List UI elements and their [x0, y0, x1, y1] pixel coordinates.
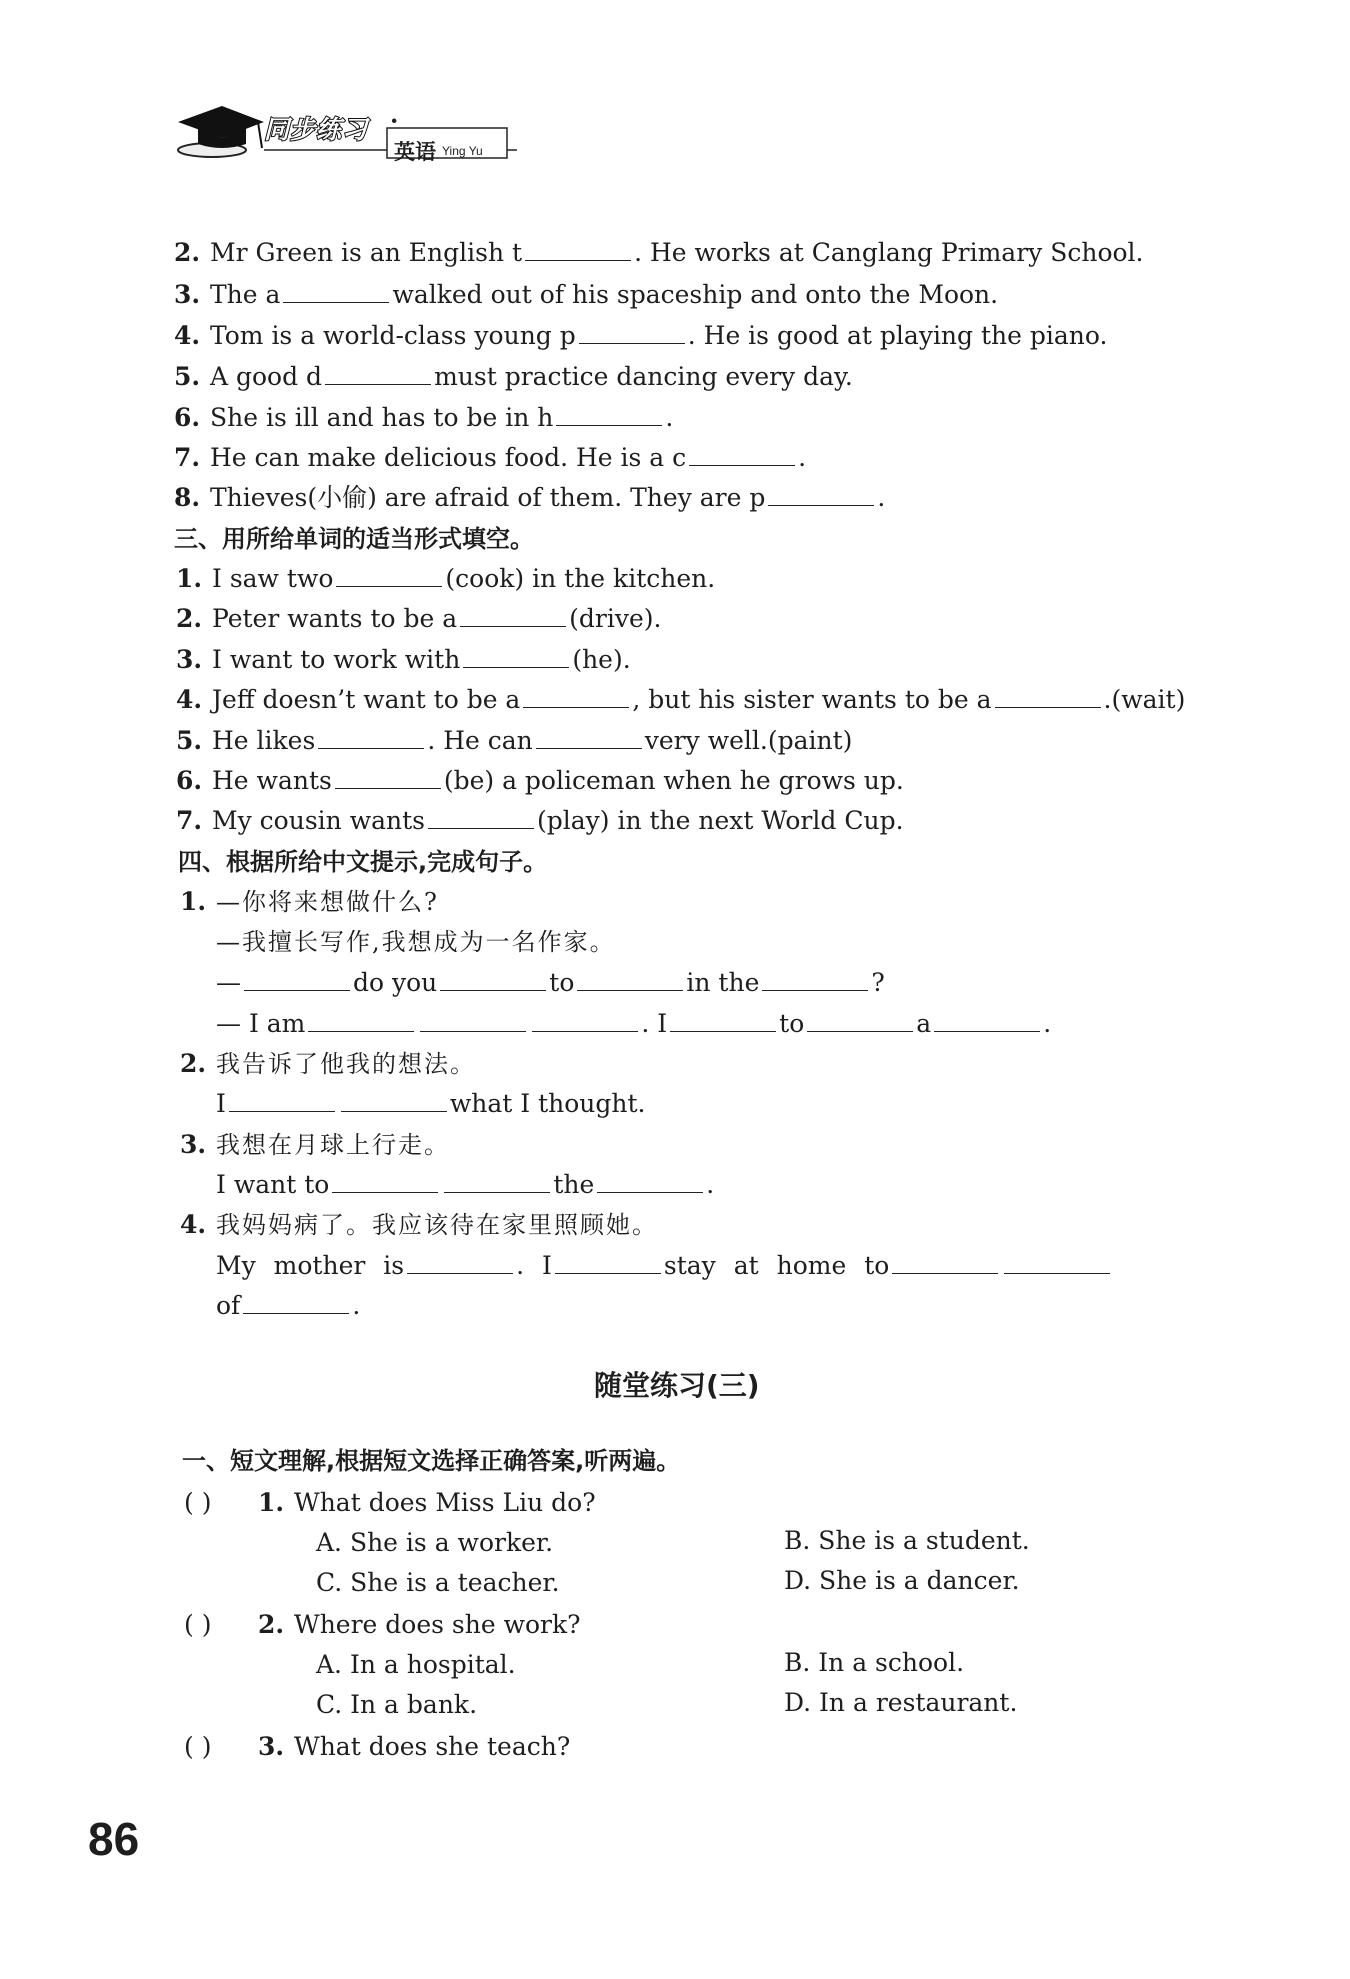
item-text: the — [553, 1170, 595, 1199]
item-text: I want to — [216, 1170, 330, 1199]
list-item — [174, 401, 673, 435]
section-heading: 四、根据所给中文提示,完成句子。 — [178, 848, 548, 876]
item-text: — I am — [216, 1009, 306, 1038]
item-number: 2. — [174, 238, 201, 267]
item-number: 3. — [176, 645, 203, 674]
answer-blank[interactable] — [460, 604, 566, 627]
option[interactable]: C. She is a teacher. — [316, 1568, 560, 1597]
series-title: 同步练习 — [264, 115, 369, 144]
list-item — [180, 1208, 658, 1242]
item-text: in the — [686, 968, 760, 997]
item-number: 8. — [174, 483, 201, 512]
answer-blank[interactable] — [229, 1089, 335, 1112]
item-text: of — [216, 1291, 241, 1320]
item-text: a — [916, 1009, 932, 1038]
item-number: 7. — [176, 806, 203, 835]
item-number: 7. — [174, 443, 201, 472]
answer-blank[interactable] — [577, 968, 683, 991]
list-item — [176, 724, 852, 758]
answer-blank[interactable] — [407, 1251, 513, 1274]
item-text: to — [779, 1009, 805, 1038]
item-text: . He is good at playing the piano. — [687, 321, 1108, 350]
answer-blank[interactable] — [995, 685, 1101, 708]
list-item — [180, 885, 439, 919]
item-text: He can make delicious food. He is a c — [210, 443, 687, 472]
item-number: 1. — [180, 887, 207, 916]
item-text: (cook) in the kitchen. — [445, 564, 716, 593]
item-number: 6. — [176, 766, 203, 795]
list-item — [216, 1007, 1051, 1041]
list-item — [174, 481, 885, 515]
item-number: 5. — [174, 362, 201, 391]
answer-blank[interactable] — [336, 564, 442, 587]
item-text: I want to work with — [212, 645, 461, 674]
answer-blank[interactable] — [556, 403, 662, 426]
item-text: I — [216, 1089, 226, 1118]
item-number: 3. — [174, 280, 201, 309]
item-text: He likes — [212, 726, 316, 755]
item-text: (be) a policeman when he grows up. — [443, 766, 904, 795]
answer-blank[interactable] — [332, 1170, 438, 1193]
item-text: . — [706, 1170, 715, 1199]
chinese-prompt: —我擅长写作,我想成为一名作家。 — [216, 928, 616, 956]
answer-blank[interactable] — [440, 968, 546, 991]
section-title: 随堂练习(三) — [594, 1369, 760, 1402]
answer-blank[interactable] — [420, 1009, 526, 1032]
option[interactable]: A. She is a worker. — [316, 1528, 554, 1557]
option[interactable]: A. In a hospital. — [316, 1650, 516, 1679]
list-item — [180, 1047, 476, 1081]
option[interactable]: D. In a restaurant. — [784, 1688, 1018, 1717]
subject-pinyin: Ying Yu — [442, 144, 483, 158]
question-text: What does she teach? — [294, 1732, 571, 1761]
item-text: stay at home to — [663, 1251, 890, 1280]
item-text: (he). — [572, 645, 631, 674]
list-item — [176, 643, 631, 677]
item-text: She is ill and has to be in h — [210, 403, 554, 432]
item-text: .(wait) — [1103, 685, 1186, 714]
item-text: — — [216, 968, 241, 997]
answer-blank[interactable] — [807, 1009, 913, 1032]
item-text: to — [549, 968, 575, 997]
list-item — [216, 1168, 714, 1202]
header-dot: · — [390, 106, 399, 135]
page-number: 86 — [88, 1813, 140, 1865]
question-text: What does Miss Liu do? — [294, 1488, 596, 1517]
answer-blank[interactable] — [768, 483, 874, 506]
question-row — [184, 1486, 596, 1520]
list-item — [176, 804, 904, 838]
list-item — [174, 278, 998, 312]
question-row — [184, 1730, 570, 1764]
item-text: . He works at Canglang Primary School. — [634, 238, 1144, 267]
item-text: He wants — [212, 766, 332, 795]
answer-blank[interactable] — [318, 726, 424, 749]
chinese-prompt: 我妈妈病了。我应该待在家里照顾她。 — [216, 1211, 658, 1239]
answer-blank[interactable] — [463, 645, 569, 668]
list-item — [176, 683, 1185, 717]
answer-blank[interactable] — [536, 726, 642, 749]
item-text: The a — [210, 280, 281, 309]
chinese-prompt: 我想在月球上行走。 — [216, 1131, 450, 1159]
item-text: very well.(paint) — [644, 726, 853, 755]
item-number: 2. — [176, 604, 203, 633]
item-number: 4. — [176, 685, 203, 714]
answer-blank[interactable] — [762, 968, 868, 991]
item-number: 2. — [180, 1049, 207, 1078]
answer-blank[interactable] — [308, 1009, 414, 1032]
list-item — [216, 966, 885, 1000]
answer-blank[interactable] — [532, 1009, 638, 1032]
option[interactable]: D. She is a dancer. — [784, 1566, 1020, 1595]
list-item — [174, 236, 1144, 270]
item-text: Thieves(小偷) are afraid of them. They are p — [210, 483, 766, 512]
item-number: 1. — [258, 1488, 285, 1517]
item-text: must practice dancing every day. — [434, 362, 853, 391]
item-text: Jeff doesn’t want to be a — [212, 685, 521, 714]
item-text: . I — [641, 1009, 668, 1038]
item-text: ? — [871, 968, 885, 997]
answer-blank[interactable] — [444, 1170, 550, 1193]
item-text: . — [877, 483, 886, 512]
item-text: . — [352, 1291, 361, 1320]
option[interactable]: B. In a school. — [784, 1648, 965, 1677]
list-item — [174, 319, 1107, 353]
question-row — [184, 1608, 581, 1642]
item-text: what I thought. — [449, 1089, 646, 1118]
list-item — [174, 441, 806, 475]
item-number: 5. — [176, 726, 203, 755]
item-text: (drive). — [569, 604, 662, 633]
item-text: walked out of his spaceship and onto the Moon. — [392, 280, 999, 309]
list-item — [174, 360, 853, 394]
list-item — [216, 1289, 360, 1323]
item-text: do you — [353, 968, 438, 997]
item-text: Peter wants to be a — [212, 604, 458, 633]
section-heading: 一、短文理解,根据短文选择正确答案,听两遍。 — [182, 1447, 681, 1475]
option[interactable]: B. She is a student. — [784, 1526, 1030, 1555]
answer-blank[interactable] — [523, 685, 629, 708]
item-text: . — [798, 443, 807, 472]
answer-blank[interactable] — [283, 280, 389, 303]
item-text: . — [1043, 1009, 1052, 1038]
answer-blank[interactable] — [670, 1009, 776, 1032]
answer-paren[interactable]: ( ) — [184, 1732, 212, 1761]
item-text: . He can — [427, 726, 533, 755]
answer-blank[interactable] — [341, 1089, 447, 1112]
item-text: Mr Green is an English t — [210, 238, 523, 267]
item-number: 4. — [174, 321, 201, 350]
answer-paren[interactable]: ( ) — [184, 1610, 212, 1639]
answer-blank[interactable] — [325, 362, 431, 385]
header-logo — [172, 92, 532, 166]
answer-blank[interactable] — [244, 968, 350, 991]
item-number: 2. — [258, 1610, 285, 1639]
chinese-prompt: —你将来想做什么? — [216, 888, 439, 916]
section-heading: 三、用所给单词的适当形式填空。 — [174, 525, 534, 553]
item-number: 4. — [180, 1210, 207, 1239]
item-text: Tom is a world-class young p — [210, 321, 576, 350]
list-item — [176, 764, 904, 798]
answer-blank[interactable] — [597, 1170, 703, 1193]
answer-blank[interactable] — [335, 766, 441, 789]
answer-blank[interactable] — [525, 238, 631, 261]
answer-blank[interactable] — [579, 321, 685, 344]
item-number: 6. — [174, 403, 201, 432]
question-text: Where does she work? — [294, 1610, 581, 1639]
list-item — [176, 562, 715, 596]
answer-blank[interactable] — [892, 1251, 998, 1274]
item-text: My mother is — [216, 1251, 405, 1280]
item-number: 3. — [258, 1732, 285, 1761]
item-text: My cousin wants — [212, 806, 425, 835]
item-text: . I — [516, 1251, 552, 1280]
item-text: A good d — [210, 362, 323, 391]
answer-blank[interactable] — [1004, 1251, 1110, 1274]
answer-blank[interactable] — [243, 1291, 349, 1314]
answer-blank[interactable] — [689, 443, 795, 466]
list-item — [176, 602, 661, 636]
list-item — [180, 1128, 450, 1162]
list-item — [216, 1249, 1113, 1283]
item-number: 3. — [180, 1130, 207, 1159]
item-text: , but his sister wants to be a — [632, 685, 992, 714]
answer-paren[interactable]: ( ) — [184, 1488, 212, 1517]
answer-blank[interactable] — [934, 1009, 1040, 1032]
item-text: . — [665, 403, 674, 432]
answer-blank[interactable] — [555, 1251, 661, 1274]
item-text: (play) in the next World Cup. — [536, 806, 904, 835]
item-number: 1. — [176, 564, 203, 593]
list-item — [216, 1087, 646, 1121]
item-text: I saw two — [212, 564, 334, 593]
chinese-prompt: 我告诉了他我的想法。 — [216, 1050, 476, 1078]
answer-blank[interactable] — [428, 806, 534, 829]
option[interactable]: C. In a bank. — [316, 1690, 478, 1719]
subject-label: 英语 — [394, 140, 436, 164]
